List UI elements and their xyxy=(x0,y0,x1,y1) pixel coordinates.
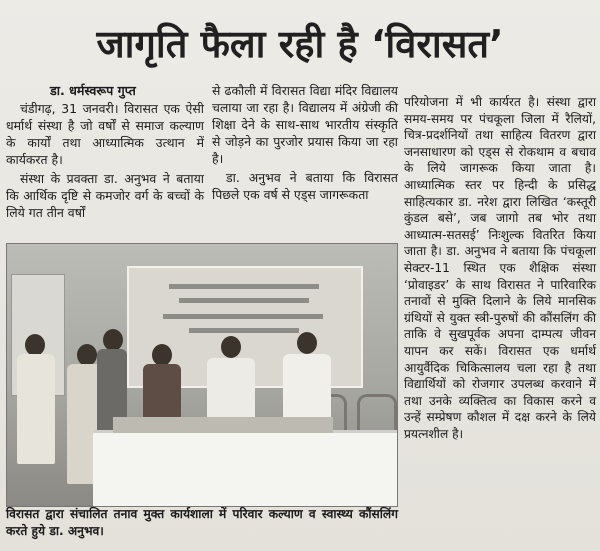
column1-para2: संस्था के प्रवक्ता डा. अनुभव ने बताया कि आर्थिक दृष्टि से कमजोर वर्ग के बच्चों के लिये गत तीन वर्षों xyxy=(6,171,204,220)
column2-para1: से ढकौली में विरासत विद्या मंदिर विद्यालय चलाया जा रहा है। विद्यालय में अंग्रेजी की शिक्षा देने के साथ-साथ भारतीय संस्कृति से जोड़ने का पुरजोर प्रयास किया जा रहा है। xyxy=(212,83,398,166)
column2-para2: डा. अनुभव ने बताया कि विरासत पिछले एक वर्ष से एड्स जागरूकता xyxy=(212,170,398,202)
article-column-2 xyxy=(212,82,398,205)
byline: डा. धर्मस्वरूप गुप्त xyxy=(50,83,136,98)
column1-para1: चंडीगढ़, 31 जनवरी। विरासत एक ऐसी धर्मार्थ संस्था है जो वर्षों से समाज कल्याण के कार्यों तथा आध्यात्मिक उत्थान में कार्यकरत है। xyxy=(6,101,204,167)
article-column-3 xyxy=(404,94,596,444)
photo-caption: विरासत द्वारा संचालित तनाव मुक्त कार्यशाला में परिवार कल्याण व स्वास्थ्य कौंसलिंग करते हुये डा. अनुभव। xyxy=(6,507,398,538)
byline-wrap xyxy=(6,82,204,100)
article-column-1 xyxy=(6,82,204,223)
column3-para1: परियोजना में भी कार्यरत है। संस्था द्वारा समय-समय पर पंचकूला जिला में रैलियों, चित्र-प्रदर्शनियों तथा साहित्य वितरण द्वारा जनसाधारण को एड्स से रोकथाम व बचाव के लिये जागरूक किया जाता है। आध्यात्मिक स्तर पर हिन्दी के प्रसिद्ध साहित्यकार डा. नरेश द्वारा लिखित ‘कस्तूरी कुंडल बसे’, जब जागो तब भोर तथा आध्यात्म-सतसई’ निःशुल्क वितरित किया जाता है। डा. अनुभव ने बताया कि पंचकूला सेक्टर-11 स्थित एक शैक्षिक संस्था ‘प्रोवाइडर’ के साथ विरासत ने पारिवारिक तनावों से मुक्ति दिलाने के लिये मानसिक ग्रंथियों से युक्त स्त्री-पुरुषों की कौंसलिंग की ताकि वे सुखपूर्वक अपना दाम्पत्य जीवन यापन कर सकें। विरासत एक धर्मार्थ आयुर्वैदिक चिकित्सालय चला रहा है तथा विद्यार्थियों को रोजगार उपलब्ध करवाने में तथा उनके व्यक्तित्व का विकास करने व उन्हें सम्प्रेषण कौशल में दक्ष करने के लिये प्रयत्नशील है। xyxy=(404,95,596,441)
table xyxy=(93,430,397,507)
news-photo xyxy=(6,243,398,507)
headline: जागृति फैला रही है ‘विरासत’ xyxy=(96,22,504,66)
